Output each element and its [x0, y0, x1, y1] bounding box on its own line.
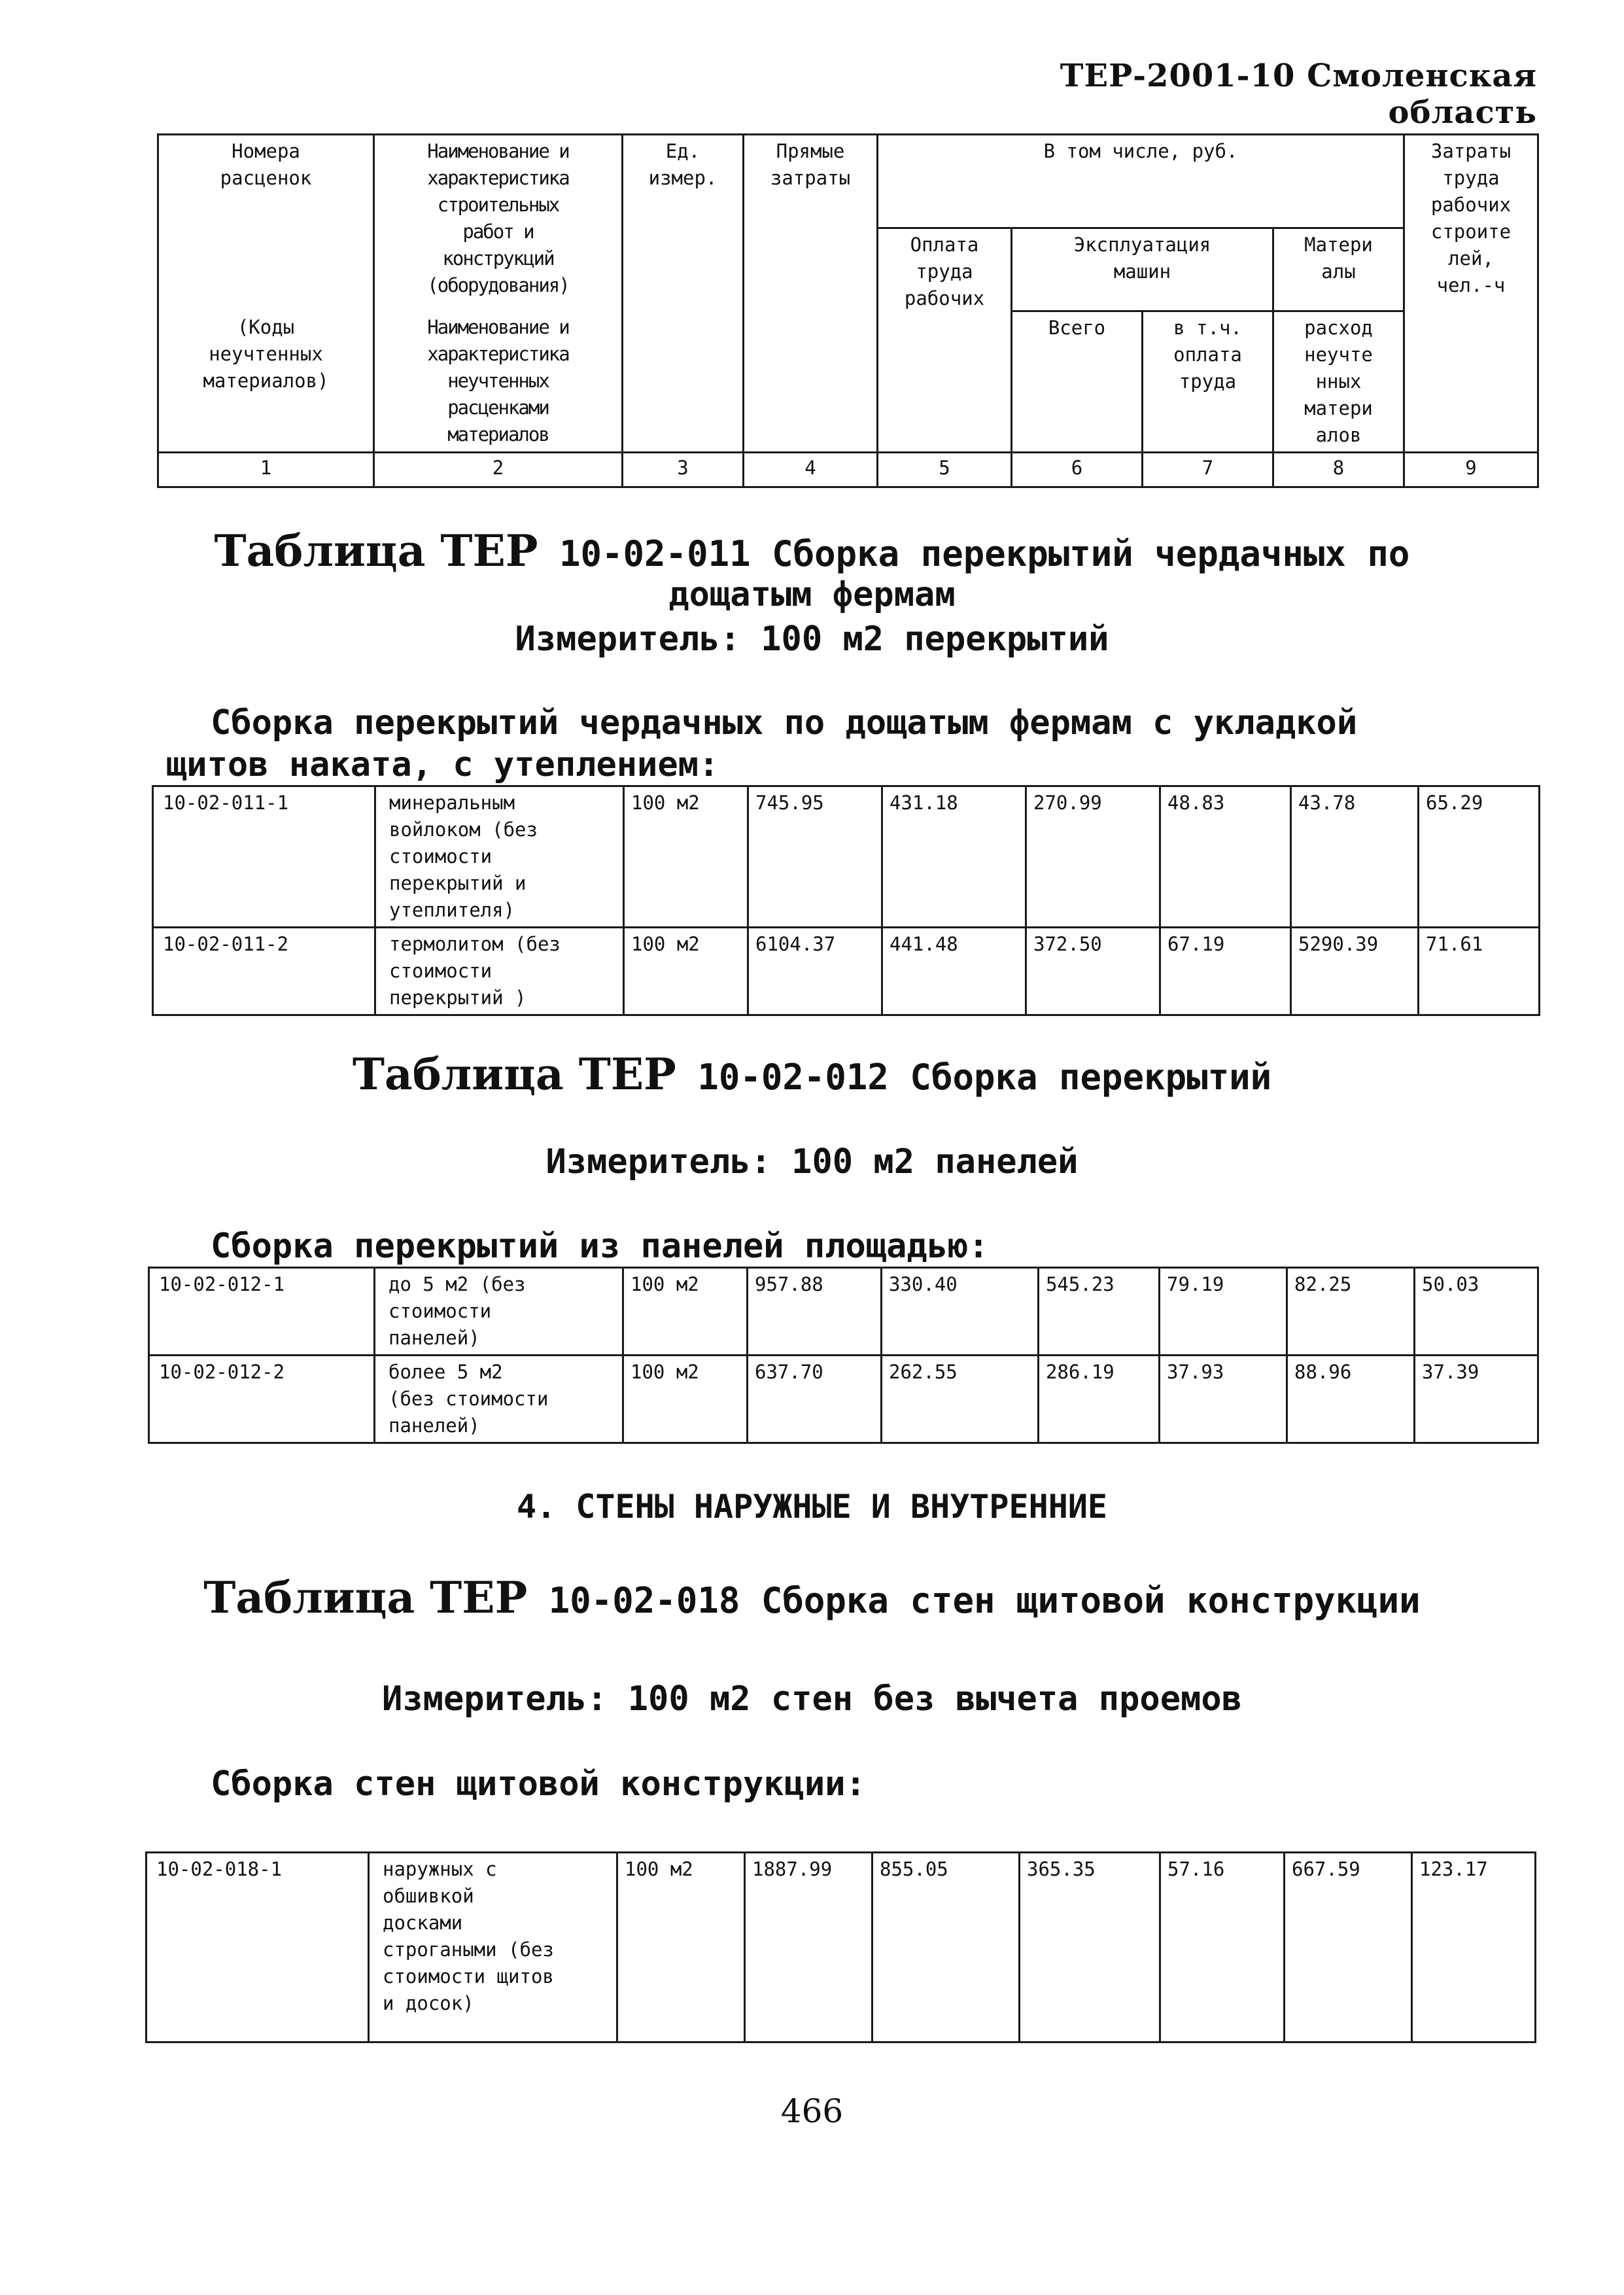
materials: 5290.39 — [1291, 928, 1419, 1015]
machines-labor: 48.83 — [1160, 786, 1291, 928]
labor-pay: 431.18 — [882, 786, 1026, 928]
column-number: 8 — [1273, 453, 1404, 487]
section-heading: 4. СТЕНЫ НАРУЖНЫЕ И ВНУТРЕННИЕ — [516, 1488, 1108, 1526]
column-number: 6 — [1012, 453, 1143, 487]
table-011-group-line1: Сборка перекрытий чердачных по дощатым фермам с укладкой — [211, 703, 1358, 743]
unit: 100 м2 — [624, 786, 748, 928]
labor-hours: 123.17 — [1412, 1853, 1536, 2042]
column-number: 9 — [1404, 453, 1538, 487]
table-011-group-line2: щитов наката, с утеплением: — [166, 745, 719, 784]
table-row — [147, 1853, 1536, 2042]
materials: 43.78 — [1291, 786, 1419, 928]
unit: 100 м2 — [623, 1356, 748, 1443]
work-description: более 5 м2 (без стоимости панелей) — [375, 1356, 623, 1443]
unit: 100 м2 — [624, 928, 748, 1015]
table-018-title-word: Таблица ТЕР — [203, 1572, 528, 1623]
table-011-measure: Измеритель: 100 м2 перекрытий — [515, 620, 1109, 659]
labor-hours: 71.61 — [1419, 928, 1540, 1015]
header-machines-total: Всего — [1012, 311, 1143, 453]
rate-code: 10-02-012-1 — [149, 1268, 375, 1356]
table-018 — [145, 1851, 1536, 2043]
direct-costs: 637.70 — [748, 1356, 882, 1443]
table-012-measure: Измеритель: 100 м2 панелей — [545, 1142, 1079, 1182]
header-including: В том числе, руб. — [878, 135, 1404, 228]
header-direct-costs: Прямые затраты — [744, 135, 878, 453]
rate-code: 10-02-018-1 — [147, 1853, 369, 2042]
table-012-group-line1: Сборка перекрытий из панелей площадью: — [211, 1227, 989, 1266]
column-number: 1 — [158, 453, 374, 487]
table-018-measure: Измеритель: 100 м2 стен без вычета проемов — [382, 1679, 1242, 1719]
labor-pay: 855.05 — [872, 1853, 1020, 2042]
running-header: ТЕР-2001-10 Смоленская область — [1060, 58, 1537, 131]
labor-hours: 50.03 — [1415, 1268, 1538, 1356]
direct-costs: 957.88 — [748, 1268, 882, 1356]
materials: 82.25 — [1287, 1268, 1415, 1356]
header-unaccounted-codes: (Коды неучтенных материалов) — [158, 311, 374, 453]
column-number: 5 — [878, 453, 1012, 487]
header-labor-pay: Оплата труда рабочих — [878, 228, 1012, 453]
machines-total: 270.99 — [1026, 786, 1160, 928]
table-012-title — [0, 1049, 1624, 1100]
rate-code: 10-02-012-2 — [149, 1356, 375, 1443]
column-number: 2 — [374, 453, 623, 487]
table-011-title-text: 10-02-011 Сборка перекрытий чердачных по — [559, 533, 1410, 574]
machines-labor: 79.19 — [1160, 1268, 1287, 1356]
table-012-title-word: Таблица ТЕР — [352, 1049, 676, 1100]
header-machines-labor: в т.ч. оплата труда — [1143, 311, 1273, 453]
header-unit: Ед. измер. — [623, 135, 744, 453]
table-row — [153, 928, 1540, 1015]
header-name: Наименование и характеристика строительных работ и конструкций (оборудования) — [374, 135, 623, 311]
rate-code: 10-02-011-1 — [153, 786, 375, 928]
machines-total: 372.50 — [1026, 928, 1160, 1015]
header-labor-hours: Затраты труда рабочих строите лей, чел.-ч — [1404, 135, 1538, 453]
table-012-title-text: 10-02-012 Сборка перекрытий — [697, 1057, 1272, 1098]
rate-code: 10-02-011-2 — [153, 928, 375, 1015]
work-description: до 5 м2 (без стоимости панелей) — [375, 1268, 623, 1356]
table-012 — [148, 1267, 1539, 1444]
header-unaccounted-names: Наименование и характеристика неучтенных расценками материалов — [374, 311, 623, 453]
work-description: наружных с обшивкой досками строгаными (без стоимости щитов и досок) — [369, 1853, 617, 2042]
header-code: Номера расценок — [158, 135, 374, 311]
labor-pay: 330.40 — [882, 1268, 1039, 1356]
materials: 88.96 — [1287, 1356, 1415, 1443]
table-row — [153, 786, 1540, 928]
labor-hours: 37.39 — [1415, 1356, 1538, 1443]
labor-pay: 262.55 — [882, 1356, 1039, 1443]
labor-hours: 65.29 — [1419, 786, 1540, 928]
unit: 100 м2 — [617, 1853, 745, 2042]
table-row — [149, 1356, 1538, 1443]
machines-labor: 37.93 — [1160, 1356, 1287, 1443]
direct-costs: 6104.37 — [748, 928, 882, 1015]
direct-costs: 1887.99 — [745, 1853, 872, 2042]
machines-total: 365.35 — [1020, 1853, 1160, 2042]
column-header-table — [157, 133, 1539, 488]
machines-labor: 67.19 — [1160, 928, 1291, 1015]
work-description: минеральным войлоком (без стоимости перекрытий и утеплителя) — [375, 786, 624, 928]
table-row — [149, 1268, 1538, 1356]
table-018-title-text: 10-02-018 Сборка стен щитовой конструкции — [548, 1580, 1421, 1621]
header-unaccounted-materials: расход неучте нных матери алов — [1273, 311, 1404, 453]
unit: 100 м2 — [623, 1268, 748, 1356]
table-018-group-line1: Сборка стен щитовой конструкции: — [211, 1764, 866, 1804]
header-materials: Матери алы — [1273, 228, 1404, 311]
column-number: 3 — [623, 453, 744, 487]
work-description: термолитом (без стоимости перекрытий ) — [375, 928, 624, 1015]
table-011-title-word: Таблица ТЕР — [214, 525, 538, 576]
table-011 — [152, 785, 1540, 1016]
column-number: 7 — [1143, 453, 1273, 487]
labor-pay: 441.48 — [882, 928, 1026, 1015]
materials: 667.59 — [1285, 1853, 1412, 2042]
direct-costs: 745.95 — [748, 786, 882, 928]
machines-labor: 57.16 — [1160, 1853, 1285, 2042]
machines-total: 545.23 — [1039, 1268, 1160, 1356]
machines-total: 286.19 — [1039, 1356, 1160, 1443]
table-018-title — [0, 1572, 1624, 1623]
column-number: 4 — [744, 453, 878, 487]
header-machines: Эксплуатация машин — [1012, 228, 1273, 311]
page-number: 466 — [780, 2092, 844, 2130]
table-011-title — [0, 525, 1624, 576]
table-011-title-line2: дощатым фермам — [668, 575, 956, 614]
